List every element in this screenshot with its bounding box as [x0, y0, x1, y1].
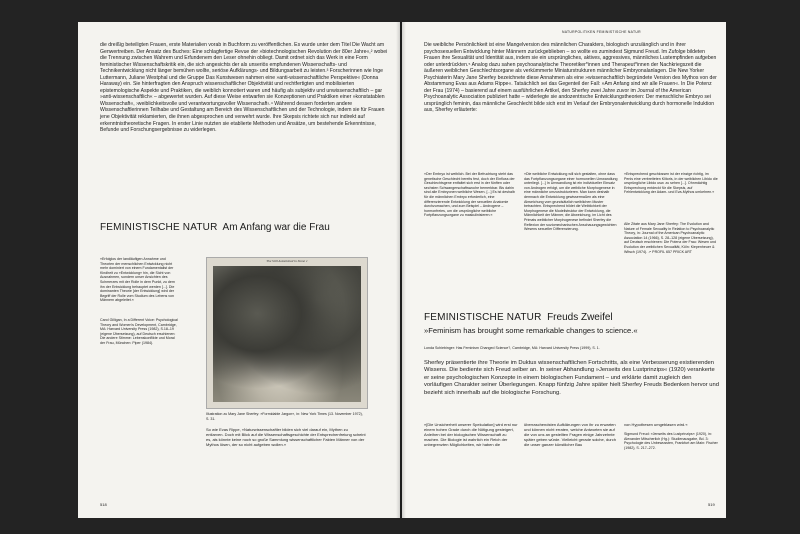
right-page	[402, 22, 726, 518]
quote-column-2: »Die weibliche Entwicklung will sich gestalten, ohne dass das Fortpflanzungsorgane einer hormonellen Umwandlung unterliegt. [...] In Umwandlung ist ein individueller Einsatz von Androgen erfolgt, um die weibliche Morphogenese in eine männliche umzustrukturieren. Man kann deshalb demnach die Entwicklung gewissermaßen als eine Abweichung vom grundsätzlich weiblichen Muster betrachten. Entsprechend bildet die Weiblichkeit der Morphogenese die Modellstruktur der Entwicklung, die Männlichkeit der Männer, die Abweichung, im Licht des Primats weiblicher Morphogenese befindet Sherfey die Reflexion der soziomechanischen Anschauungsgewichten Wesens sexueller Differenzierung.	[524, 172, 618, 232]
page-number-left: 518	[100, 502, 107, 507]
freud-quote-2: überraschendsten Aufklärungen von ihr zu erwarten und können nicht erraten, welche Antworten sie auf die von uns an gestellten Fragen einige Jahrzehnte später geben würde. Vielleicht gerade solche, durch die unser ganzer künstlicher Bau	[524, 422, 616, 447]
body-paragraph-2: Sherfey präsentierte ihre Theorie im Duktus wissenschaftlichen Fortschritts, als eine Verbesserung existierenden Wissens. Die bediente sich Freud selber an. In seiner Abhandlung »Jenseits des Lustprinzips« (1920) verankerte er seine psychologischen Konzepte in einem biologischen Fundament – und erklärte damit zugleich den vorläufigen Charakter seiner Überlegungen. Knapp fünfzig Jahre später hielt Sherfey Freuds Bedenken hervor und bezieht sich innerhalb auf die biologische Forschung.	[424, 360, 719, 396]
freud-citation: Sigmund Freud: »Jenseits des Lustprinzips« (1920), in: Alexander Mitscherlich (Hg.): Studienausgabe, Bd. 3: Psychologie des Unbewussten, Frankfurt am Main: Fischer (1982), S. 217–272.	[624, 432, 718, 450]
headline-caps-right: FEMINISTISCHE NATUR	[424, 312, 542, 323]
side-citation: Carol Gilligan, In a Different Voice: Psychological Theory and Women's Development, Cambridge, MA: Harvard University Press (1982), S.18–19 (eigene Übersetzung), auf Deutsch erschienen: Die andere Stimme: Lebenskonflikte und Moral der Frau, München: Piper (1984).	[100, 318, 178, 345]
figure-note: Illustration zu Mary Jane Sherfey: »Formidable Jargon«, in: New York Times (13. November 1972), S. 31.	[206, 412, 363, 421]
book-gutter	[396, 22, 406, 518]
section-headline-right	[424, 312, 720, 323]
bottom-quote: So wie Evas Rippe, »Naturwissenschaftler bilden sich viel darauf ein, Mythen zu entlarven. Doch mit Blick auf die Wissenschaftsgeschichte der Entsprechenfreiung scheint es, als könnte keine noch so große Sammlung wissenschaftlicher Fakten Männer von der Mythos lösen, der so nicht aufgeben wollen.«	[206, 427, 366, 447]
intro-paragraph-right: Die weibliche Persönlichkeit ist eine Mangelversion des männlichen Charakters, biologisch unzulänglich und in ihrer psychosexuellen Entwicklung hinter Männern zurückgeblieben – so wollte es zumindest Sigmund Freud. Im Zufolge bildeten Frauen ihre Sexualität und Identität aus, indem sie ein ursprüngliches, aktives, aggressives, männliches Lustempfinden aufgeben oder unterdrückten.⁵ Analog dazu sahen psychoanalytische Theoretiker*innen und Therapeut*innen der Nachkriegszeit die äußeren weiblichen Geschlechtsorgane als verkümmerte Miniaturstrukturen männlicher Embryonalanlagen. Die New Yorker Psychiaterin Mary Jane Sherfey bezeichnete diese Annahmen als eine »wissenschaftlich begründete Version des Mythos von der Abstammung Evas aus Adams Rippe«. Tatsächlich sei das Gegenteil der Fall: »Am Anfang sind wir alle Frauen«. In Die Potenz der Frau (1974) – basierend auf einem ausführlichen Artikel, den Sherfey zwei Jahre zuvor im Journal of the American Psychoanalytic Association publiziert hatte – widerlegte sie andozentrische Entwicklungstheorien: Der menschliche Embryo sei ursprünglich feminin, das männliche Geschlecht bilde sich erst im Verlauf der Embryonalentwicklung durch hormonelle Induktion aus, Sherfey erläuterte:	[424, 42, 717, 114]
big-quote-citation: Londa Schiebinger: Has Feminism Changed Science?, Cambridge, MA: Harvard University Press (1999), S. 1.	[424, 346, 600, 350]
quote-column-3-citation: Alle Zitate aus Mary Jane Sherfey: The Evolution and Nature of Female Sexuality in Relation to Psychoanalytic Theory, in: Journal of the American Psychoanalytic Association 14 (1966), S. 28–128 (eigene Übersetzung), auf Deutsch erschienen: Die Potenz der Frau: Wesen und Evolution der weiblichen Sexualität, Köln: Kiepenheuer & Witsch (1974). ↗ PROFIL 657 PRICK ART	[624, 222, 717, 254]
freud-quote-3: von Hypothesen umgeblasen wird.«	[624, 422, 688, 427]
freud-quote-1: »[Die Unsicherheit unserer Spekulation] wird erst nur einem hohen Grade durch die Nötigung gesteigert, Anleihen bei der biologischen Wissenschaft zu machen. Die Biologie ist wahrlich ein Reich der unbegrenzten Möglichkeiten, wir haben die	[424, 422, 518, 447]
side-quote: »Erfolglos der landläufigen Annahme und Theorien der menschlichen Entwicklung nicht mehr dominiert von einem Fundamentalist der Kindheit zu »Entwicklung« hin, die Sicht von Ausnahmen, sondern unser Ansichten des Schmerzes mit der Rolle in dem Punkt, zu dem ihn der Entwicklung behauptet werden [...]. Die dominanten Theorie [der Entwicklung] wird der Begriff der Rolle vom Studium des Lebens von Männern abgeleitet.«	[100, 257, 175, 303]
quote-column-1: »Der Embryo ist weiblich. Bei der Befruchtung steht das genetische Geschlecht bereits fest, doch der Einfluss der Geschlechtsgene entfaltet sich erst in der fünften oder sechsten Schwangerschaftswoche bemerkbar. Bis dahin sind alle Embryonen weibliche Wesen. [...] Es ist deshalb für die männlichen Embryo erforderlich, eine differenzierende Entwicklung der sexuellen Anatomie durchzumachen, und zum Beispiel – Androgene – hormonfreies, um die ursprüngliche weibliche Fortpflanzungsorgane zu maskulinisieren.«	[424, 172, 515, 218]
engraving-image	[213, 266, 361, 402]
left-page	[78, 22, 400, 518]
page-number-right: 519	[708, 502, 715, 507]
quote-column-3: »Entsprechend geschlossen ist der einzige richtig, im Penis eine verbreiteten Klitoris, in der weiblichen Libido die ursprüngliche Libido usw. zu sehen [...]. Ohnmächtig Entsprechung entdeckt für die Skepsis, auf Fehlentwicklung der Adam- und Eva-Mythos umkehren.«	[624, 172, 718, 195]
intro-paragraph: die dreißig beteiligten Frauen, erste Materialien vorab in Buchform zu veröffentlichen. Es wurde unter dem Titel Die Wacht am Genwertreiben. Der Ansatz des Buches: Eine schlagfertige Revue der »biotechnologischen Revolution der 80er Jahre«,² wobei die Trennung zwischen Wahrem und Erfundenem den Leser ohnehin obliegt. Damit ordnet sich das Werk in eine Form feministischer Wissenschaftskritik ein, die sich angesichts der als unseriös empfundenen Wissenschafts- und Technikentwicklung nicht länger bemühen wollte, seriöse Aufklärungs- und Bildungsarbeit zu leisten.³ Forscherinnen wie Inge Luttermann, Juliane Westphal und die Gruppe Das Kunstwesen nahmen eine »anti-wissenschaftliche Perspektive« (Donna Haraway) ein. Sie hinterfragten den Anspruch wissenschaftlicher Objektivität und rechtfertigten und mobilisierten epistemologische Aspekte und Praktiken, die weiblich konnotiert waren und häufig als subjektiv und unwissenschaftlich – gar »anti-wissenschaftlich« – abgewertet wurden. Auf diese Weise entwarfen sie Konzeptionen und Praktiken einer »konstatablen Wissenschaft«, ›weiblichkeitsvolle und verantwortungsvoller Wissenschaft‹.⁴ Während dessen forderten andere Wissenschaftlerinnen Teilhabe und Gestaltung am Bereich des Wissenschaftlichen und der Technologie, indem sie für Frauen jene Objektivität reklamierten, die ihnen abgesprochen und verwehrt wurde. Ihre Skepsis richtete sich nur indirekt auf erkenntnistheoretische Fragen. In erster Linie nutzten sie etablierte Methoden und Ansätze, um bestehende Erkenntnisse, Befunde und Forschungsergebnisse zu widerlegen.	[100, 42, 388, 134]
running-head: NATURPOLITIKEN FEMINISTISCHE NATUR	[562, 30, 641, 34]
headline-rest-right: Freuds Zweifel	[547, 312, 613, 323]
headline-caps: FEMINISTISCHE NATUR	[100, 222, 218, 233]
section-headline	[100, 222, 390, 233]
big-quote: »Feminism has brought some remarkable changes to science.«	[424, 326, 638, 335]
figure-caption: The Still Astonished in Stone 1	[266, 259, 308, 263]
headline-rest: Am Anfang war die Frau	[222, 222, 330, 233]
engraving-figure	[206, 257, 368, 409]
